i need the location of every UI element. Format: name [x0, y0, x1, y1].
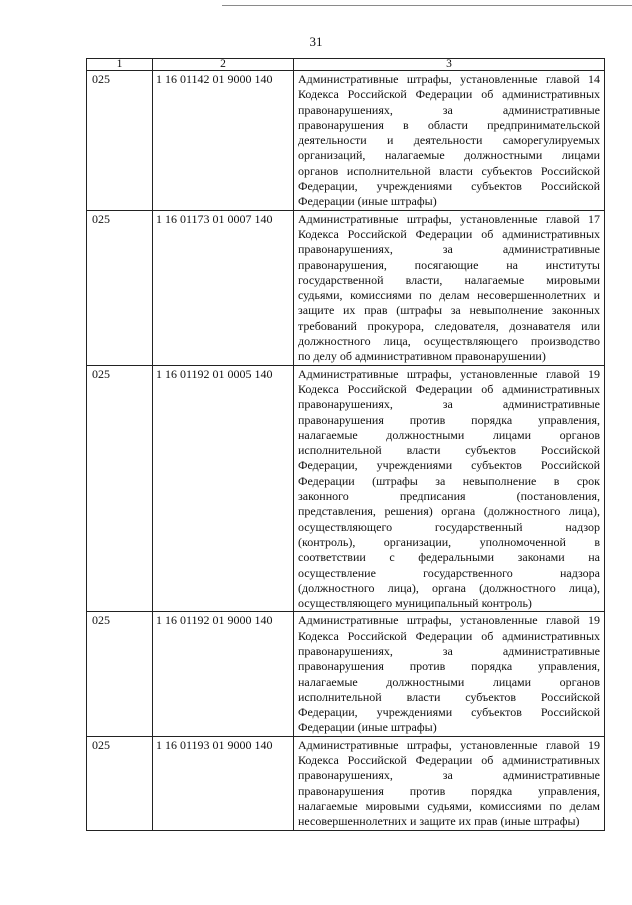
description-line: судьями, комиссиями по делам несовершеннолетних и	[298, 288, 600, 303]
description-cell	[294, 365, 605, 612]
admin-code-cell: 025	[87, 612, 153, 736]
description-line: правонарушения против порядка управления,	[298, 412, 600, 427]
description-line: Федерации (штрафы за невыполнение в срок	[298, 473, 600, 488]
description-line: Кодекса Российской Федерации об административных	[298, 87, 600, 102]
description-line: Кодекса Российской Федерации об административных	[298, 381, 600, 396]
description-line: осуществление государственного надзора	[298, 565, 600, 580]
table-row	[87, 736, 605, 830]
description-line: правонарушения против порядка управления,	[298, 659, 600, 674]
description-line: Кодекса Российской Федерации об административных	[298, 226, 600, 241]
classification-code-cell: 1 16 01193 01 9000 140	[153, 736, 294, 830]
description-line: по делу об административном правонарушении)	[298, 349, 546, 364]
description-line: представления, решения) органа (должностного лица),	[298, 504, 600, 519]
description-line: Федерации, учреждениями субъектов Российской	[298, 458, 600, 473]
description-line: правонарушения, посягающие на институты	[298, 257, 600, 272]
admin-code-cell: 025	[87, 365, 153, 612]
description-line: органов исполнительной власти субъектов Российской	[298, 163, 600, 178]
description-line: требований прокурора, следователя, дознавателя или	[298, 318, 600, 333]
description-line: правонарушениях, за административные	[298, 102, 600, 117]
page-number: 31	[309, 34, 323, 49]
table-row	[87, 210, 605, 365]
description-line: правонарушениях, за административные	[298, 768, 600, 783]
admin-code-cell: 025	[87, 736, 153, 830]
description-line: Кодекса Российской Федерации об административных	[298, 628, 600, 643]
description-line: защите их прав (штрафы за невыполнение законных	[298, 303, 600, 318]
description-line: государственной власти, налагаемые мировыми	[298, 272, 600, 287]
classifier-table	[86, 58, 605, 831]
description-line: налагаемые должностными лицами органов	[298, 674, 600, 689]
admin-code-cell: 025	[87, 210, 153, 365]
description-line: правонарушения в области предпринимательской	[298, 117, 600, 132]
description-line: осуществляющего государственный надзор	[298, 519, 600, 534]
description-line: Административные штрафы, установленные главой 19	[298, 366, 600, 381]
header-col-1: 1	[87, 59, 153, 71]
classification-code-cell: 1 16 01173 01 0007 140	[153, 210, 294, 365]
admin-code-cell: 025	[87, 71, 153, 211]
description-cell	[294, 612, 605, 736]
description-line: законного предписания (постановления,	[298, 489, 600, 504]
description-line: деятельности и деятельности саморегулируемых	[298, 133, 600, 148]
table-row	[87, 612, 605, 736]
description-line: правонарушениях, за административные	[298, 643, 600, 658]
description-line: налагаемые мировыми судьями, комиссиями по делам	[298, 798, 600, 813]
description-line: правонарушениях, за административные	[298, 242, 600, 257]
description-line: несовершеннолетних и защите их прав (иные штрафы)	[298, 814, 580, 829]
description-line: исполнительной власти субъектов Российской	[298, 443, 600, 458]
classification-code-cell: 1 16 01192 01 9000 140	[153, 612, 294, 736]
description-line: (контроль), организации, уполномоченной в	[298, 534, 600, 549]
description-line: исполнительной власти субъектов Российской	[298, 689, 600, 704]
classification-code-cell: 1 16 01142 01 9000 140	[153, 71, 294, 211]
header-row	[87, 59, 605, 71]
header-col-2: 2	[153, 59, 294, 71]
description-line: правонарушениях, за административные	[298, 397, 600, 412]
description-line: организаций, налагаемые должностными лицами	[298, 148, 600, 163]
description-cell	[294, 71, 605, 211]
description-line: Административные штрафы, установленные главой 14	[298, 72, 600, 86]
description-line: Федерации (иные штрафы)	[298, 720, 437, 735]
description-line: (должностного лица), органа (должностного лица),	[298, 580, 600, 595]
description-line: Административные штрафы, установленные главой 19	[298, 613, 600, 628]
description-line: налагаемые должностными лицами органов	[298, 427, 600, 442]
description-line: Административные штрафы, установленные главой 17	[298, 211, 600, 226]
description-line: Федерации, учреждениями субъектов Российской	[298, 179, 600, 194]
description-line: Федерации (иные штрафы)	[298, 194, 437, 209]
description-line: правонарушения против порядка управления,	[298, 783, 600, 798]
description-line: осуществляющего муниципальный контроль)	[298, 596, 532, 611]
table-body	[87, 71, 605, 831]
description-line: Федерации, учреждениями субъектов Российской	[298, 705, 600, 720]
table-row	[87, 71, 605, 211]
classification-code-cell: 1 16 01192 01 0005 140	[153, 365, 294, 612]
header-col-3: 3	[294, 59, 605, 71]
description-line: Кодекса Российской Федерации об административных	[298, 753, 600, 768]
description-line: соответствии с федеральными законами на	[298, 550, 600, 565]
table-row	[87, 365, 605, 612]
description-line: должностного лица, осуществляющего производство	[298, 334, 600, 349]
description-line: Административные штрафы, установленные главой 19	[298, 737, 600, 752]
description-cell	[294, 736, 605, 830]
table-header	[87, 59, 605, 71]
top-rule	[222, 5, 632, 6]
description-cell	[294, 210, 605, 365]
